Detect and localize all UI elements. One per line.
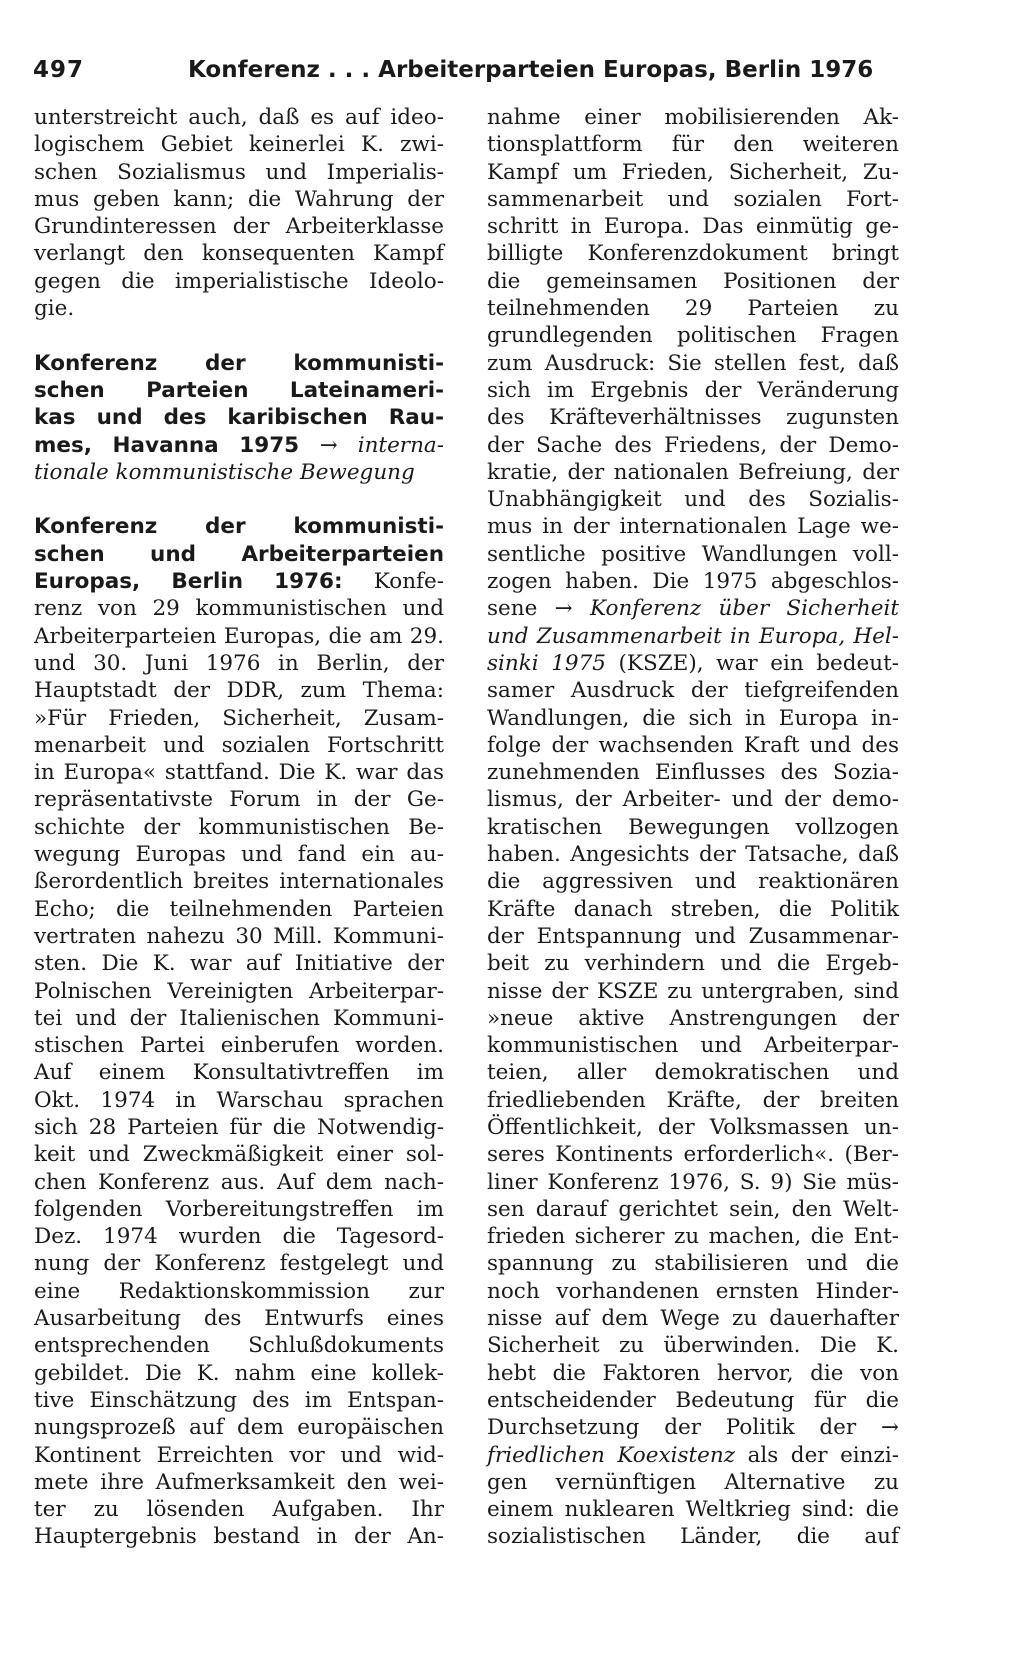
text-line — [487, 295, 899, 322]
text-line — [34, 1496, 444, 1523]
entry-heading: schen Parteien Lateinameri- — [34, 377, 444, 403]
text-line — [34, 650, 444, 677]
text-line — [34, 1005, 444, 1032]
text-segment: verlangt den konsequenten Kampf — [34, 241, 444, 267]
text-segment: teien, aller demokratischen und — [487, 1060, 899, 1086]
text-segment: schen Sozialismus und Imperialis- — [34, 159, 444, 185]
text-line — [487, 650, 899, 677]
text-line — [34, 1387, 444, 1414]
text-segment: Durchsetzung der Politik der → — [487, 1415, 899, 1441]
text-segment: mus geben kann; die Wahrung der — [34, 186, 444, 212]
text-segment: Unabhängigkeit und des Sozialis- — [487, 487, 899, 513]
text-segment: Wandlungen, die sich in Europa in- — [487, 705, 899, 731]
text-segment: Echo; die teilnehmenden Parteien — [34, 896, 444, 922]
text-segment: nung der Konferenz festgelegt und — [34, 1251, 444, 1277]
text-line — [487, 159, 899, 186]
text-line — [34, 1305, 444, 1332]
text-line — [34, 1523, 444, 1550]
text-segment: mus in der internationalen Lage we- — [487, 514, 899, 540]
text-line — [34, 732, 444, 759]
text-line — [34, 814, 444, 841]
text-line — [34, 568, 444, 595]
text-segment: Konfe- — [373, 569, 444, 595]
text-line — [487, 1087, 899, 1114]
text-line — [34, 759, 444, 786]
text-line — [487, 186, 899, 213]
text-segment: nahme einer mobilisierenden Ak- — [487, 105, 899, 130]
text-line — [487, 868, 899, 895]
text-segment: der Entspannung und Zusammenar- — [487, 923, 899, 949]
text-segment: sten. Die K. war auf Initiative der — [34, 951, 444, 977]
page-header — [33, 50, 893, 90]
text-line — [34, 786, 444, 813]
text-line — [487, 240, 899, 267]
text-line — [487, 1523, 899, 1550]
text-segment: frieden sicherer zu machen, die Ent- — [487, 1224, 899, 1250]
cross-reference: interna- — [357, 432, 444, 458]
text-line — [34, 1360, 444, 1387]
cross-reference: → — [319, 432, 358, 458]
text-segment: nungsprozeß auf dem europäischen — [34, 1415, 444, 1441]
text-segment: nisse auf dem Wege zu dauerhafter — [487, 1306, 899, 1332]
text-segment: repräsentativste Forum in der Ge- — [34, 787, 444, 813]
text-line — [487, 623, 899, 650]
text-segment: Kampf um Frieden, Sicherheit, Zu- — [487, 159, 899, 185]
text-segment: die aggressiven und reaktionären — [487, 869, 899, 895]
text-line — [34, 1223, 444, 1250]
text-line — [487, 1360, 899, 1387]
text-segment: Sicherheit zu überwinden. Die K. — [487, 1333, 899, 1359]
text-line — [34, 1059, 444, 1086]
right-column — [487, 104, 899, 1551]
text-line — [487, 786, 899, 813]
text-segment: teilnehmenden 29 Parteien zu — [487, 296, 899, 322]
text-line — [487, 1223, 899, 1250]
text-line — [34, 240, 444, 267]
text-line — [487, 1332, 899, 1359]
text-segment: entsprechenden Schlußdokuments — [34, 1333, 444, 1359]
cross-reference: und Zusammenarbeit in Europa, Hel- — [487, 623, 899, 649]
text-line — [34, 923, 444, 950]
text-segment: die gemeinsamen Positionen der — [487, 268, 899, 294]
text-line — [34, 104, 444, 131]
text-line — [34, 159, 444, 186]
entry-heading: mes, Havanna 1975 — [34, 432, 320, 458]
text-segment: gie. — [34, 296, 75, 322]
text-line — [487, 841, 899, 868]
text-line — [487, 1414, 899, 1441]
text-segment: Kontinent Erreichten vor und wid- — [34, 1442, 444, 1468]
text-line — [487, 268, 899, 295]
text-segment: haben. Angesichts der Tatsache, daß — [487, 842, 899, 868]
text-line — [487, 732, 899, 759]
text-segment: keit und Zweckmäßigkeit einer sol- — [34, 1142, 444, 1168]
text-line — [34, 1114, 444, 1141]
text-line — [34, 404, 444, 431]
text-line — [487, 1442, 899, 1469]
text-segment: ter zu lösenden Aufgaben. Ihr — [34, 1497, 444, 1523]
text-line — [487, 1387, 899, 1414]
text-segment: einem nuklearen Weltkrieg sind: die — [487, 1497, 899, 1523]
text-line — [487, 1196, 899, 1223]
text-segment: und 30. Juni 1976 in Berlin, der — [34, 650, 444, 676]
text-segment: der Sache des Friedens, der Demo- — [487, 432, 899, 458]
text-line — [487, 213, 899, 240]
paragraph-gap — [34, 322, 444, 349]
text-segment: Grundinteressen der Arbeiterklasse — [34, 214, 444, 240]
text-line — [34, 1442, 444, 1469]
text-line — [487, 568, 899, 595]
text-line — [487, 896, 899, 923]
text-segment: schritt in Europa. Das einmütig ge- — [487, 214, 899, 240]
text-segment: Öffentlichkeit, der Volksmassen un- — [487, 1114, 899, 1140]
text-line — [487, 432, 899, 459]
text-segment: Hauptergebnis bestand in der An- — [34, 1524, 444, 1550]
text-line — [487, 104, 899, 131]
text-segment: sozialistischen Länder, die auf — [487, 1524, 899, 1550]
text-segment: friedliebenden Kräfte, der breiten — [487, 1087, 899, 1113]
text-line — [487, 513, 899, 540]
text-line — [34, 1141, 444, 1168]
text-segment: ßerordentlich breites internationales — [34, 869, 444, 895]
text-segment: lismus, der Arbeiter- und der demo- — [487, 787, 899, 813]
text-segment: menarbeit und sozialen Fortschritt — [34, 732, 444, 758]
text-line — [34, 1032, 444, 1059]
text-segment: in Europa« stattfand. Die K. war das — [34, 760, 444, 786]
text-line — [487, 404, 899, 431]
text-line — [34, 459, 444, 486]
text-line — [487, 350, 899, 377]
text-line — [34, 1414, 444, 1441]
text-segment: sen darauf gerichtet sein, den Welt- — [487, 1196, 899, 1222]
text-line — [34, 950, 444, 977]
text-line — [487, 486, 899, 513]
text-segment: sammenarbeit und sozialen Fort- — [487, 186, 899, 212]
text-segment: Arbeiterparteien Europas, die am 29. — [34, 623, 444, 649]
text-line — [34, 350, 444, 377]
text-segment: des Kräfteverhältnisses zugunsten — [487, 405, 899, 431]
text-line — [34, 1196, 444, 1223]
text-segment: zogen haben. Die 1975 abgeschlos- — [487, 569, 899, 595]
text-segment: samer Ausdruck der tiefgreifenden — [487, 678, 899, 704]
entry-heading: schen und Arbeiterparteien — [34, 541, 444, 567]
text-segment: tive Einschätzung des im Entspan- — [34, 1387, 444, 1413]
text-line — [34, 868, 444, 895]
text-line — [487, 759, 899, 786]
text-segment: billigte Konferenzdokument bringt — [487, 241, 899, 267]
text-line — [34, 1169, 444, 1196]
text-segment: sich 28 Parteien für die Notwendig- — [34, 1114, 444, 1140]
text-segment: sene — [487, 596, 555, 622]
text-segment: Kräfte danach streben, die Politik — [487, 896, 899, 922]
text-segment: noch vorhandenen ernsten Hinder- — [487, 1278, 899, 1304]
text-line — [34, 213, 444, 240]
text-line — [487, 705, 899, 732]
text-line — [34, 1332, 444, 1359]
text-segment: »neue aktive Anstrengungen der — [487, 1005, 899, 1031]
text-line — [34, 186, 444, 213]
text-segment: Dez. 1974 wurden die Tagesord- — [34, 1224, 444, 1250]
text-segment: tei und der Italienischen Kommuni- — [34, 1005, 444, 1031]
text-line — [487, 541, 899, 568]
text-line — [34, 705, 444, 732]
text-segment: Hauptstadt der DDR, zum Thema: — [34, 678, 444, 704]
text-segment: unterstreicht auch, daß es auf ideo- — [34, 105, 444, 130]
text-line — [487, 1114, 899, 1141]
text-segment: kratischen Bewegungen vollzogen — [487, 814, 899, 840]
paragraph-gap — [34, 486, 444, 513]
entry-heading: Konferenz der kommunisti- — [34, 514, 444, 540]
text-segment: schichte der kommunistischen Be- — [34, 814, 444, 840]
text-segment: liner Konferenz 1976, S. 9) Sie müs- — [487, 1169, 899, 1195]
text-segment: Polnischen Vereinigten Arbeiterpar- — [34, 978, 444, 1004]
entry-heading: kas und des karibischen Rau- — [34, 405, 444, 431]
text-line — [34, 677, 444, 704]
text-line — [487, 1250, 899, 1277]
text-line — [34, 896, 444, 923]
text-segment: wegung Europas und fand ein au- — [34, 842, 444, 868]
text-line — [34, 513, 444, 540]
text-segment: entscheidender Bedeutung für die — [487, 1387, 899, 1413]
text-segment: logischem Gebiet keinerlei K. zwi- — [34, 132, 444, 158]
text-segment: gegen die imperialistische Ideolo- — [34, 268, 444, 294]
text-line — [34, 131, 444, 158]
text-line — [34, 623, 444, 650]
text-line — [34, 978, 444, 1005]
entry-heading: Konferenz der kommunisti- — [34, 350, 444, 376]
text-segment: vertraten nahezu 30 Mill. Kommuni- — [34, 923, 444, 949]
text-segment: kommunistischen und Arbeiterpar- — [487, 1033, 899, 1059]
text-segment: sich im Ergebnis der Veränderung — [487, 377, 899, 403]
text-line — [34, 541, 444, 568]
text-segment: tionsplattform für den weiteren — [487, 132, 899, 158]
cross-reference: sinki 1975 — [487, 650, 619, 676]
text-segment: (KSZE), war ein bedeut- — [618, 650, 899, 676]
text-line — [487, 459, 899, 486]
text-segment: gebildet. Die K. nahm eine kollek- — [34, 1360, 444, 1386]
text-segment: Okt. 1974 in Warschau sprachen — [34, 1087, 444, 1113]
text-segment: nisse der KSZE zu untergraben, sind — [487, 978, 899, 1004]
text-line — [487, 814, 899, 841]
text-segment: spannung zu stabilisieren und die — [487, 1251, 899, 1277]
text-segment: mete ihre Aufmerksamkeit den wei- — [34, 1469, 444, 1495]
text-segment: »Für Frieden, Sicherheit, Zusam- — [34, 705, 444, 731]
text-line — [34, 377, 444, 404]
text-segment: sentliche positive Wandlungen voll- — [487, 541, 899, 567]
text-segment: eine Redaktionskommission zur — [34, 1278, 444, 1304]
text-segment: seres Kontinents erforderlich«. (Ber- — [487, 1142, 899, 1168]
cross-reference: tionale kommunistische Bewegung — [34, 459, 415, 485]
text-line — [487, 1005, 899, 1032]
text-segment: zum Ausdruck: Sie stellen fest, daß — [487, 350, 899, 376]
left-column — [34, 104, 444, 1551]
text-line — [487, 1278, 899, 1305]
text-line — [34, 595, 444, 622]
text-segment: renz von 29 kommunistischen und — [34, 596, 444, 622]
text-line — [487, 1496, 899, 1523]
text-line — [487, 1305, 899, 1332]
text-line — [34, 1087, 444, 1114]
text-line — [34, 432, 444, 459]
text-line — [487, 1032, 899, 1059]
cross-reference: friedlichen Koexistenz — [487, 1442, 748, 1468]
text-segment: als der einzi- — [747, 1442, 899, 1468]
page-number: 497 — [33, 57, 85, 83]
running-head: Konferenz . . . Arbeiterparteien Europas, Berlin 1976 — [188, 57, 874, 83]
text-line — [487, 595, 899, 622]
text-line — [34, 841, 444, 868]
text-line — [34, 295, 444, 322]
text-line — [487, 322, 899, 349]
text-line — [34, 1278, 444, 1305]
text-segment: beit zu verhindern und die Ergeb- — [487, 951, 899, 977]
text-segment: Auf einem Konsultativtreffen im — [34, 1060, 444, 1086]
text-line — [487, 677, 899, 704]
text-line — [487, 1141, 899, 1168]
text-line — [487, 950, 899, 977]
text-segment: zunehmenden Einflusses des Sozia- — [487, 760, 899, 786]
text-segment: Ausarbeitung des Entwurfs eines — [34, 1306, 444, 1332]
text-segment: folge der wachsenden Kraft und des — [487, 732, 899, 758]
text-line — [487, 377, 899, 404]
text-segment: folgenden Vorbereitungstreffen im — [34, 1196, 444, 1222]
text-line — [34, 1250, 444, 1277]
text-segment: grundlegenden politischen Fragen — [487, 323, 899, 349]
text-line — [487, 978, 899, 1005]
text-line — [34, 1469, 444, 1496]
text-segment: hebt die Faktoren hervor, die von — [487, 1360, 899, 1386]
text-line — [487, 923, 899, 950]
text-line — [487, 1469, 899, 1496]
entry-heading: Europas, Berlin 1976: — [34, 569, 374, 595]
text-line — [34, 268, 444, 295]
text-line — [487, 1169, 899, 1196]
text-segment: stischen Partei einberufen worden. — [34, 1033, 444, 1059]
text-line — [487, 1059, 899, 1086]
cross-reference: → Konferenz über Sicherheit — [554, 596, 900, 622]
text-line — [487, 131, 899, 158]
text-segment: gen vernünftigen Alternative zu — [487, 1469, 899, 1495]
text-segment: kratie, der nationalen Befreiung, der — [487, 459, 899, 485]
text-segment: chen Konferenz aus. Auf dem nach- — [34, 1169, 444, 1195]
